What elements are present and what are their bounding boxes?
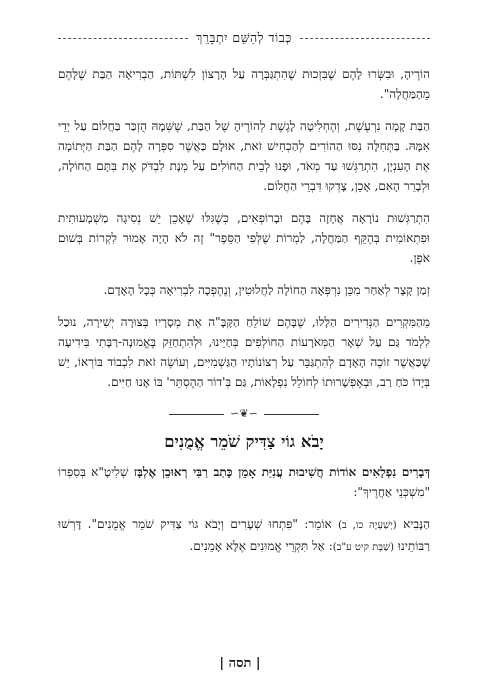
quote-part-1: הַנָּבִיא [396,517,431,531]
header-rule-left [58,38,188,39]
page-number: | תסה | [219,656,261,671]
section-intro-bold: דְּבָרִים נִפְלָאִים אוֹדוֹת חֲשִׁיבוּת עֲנִיַּת אָמֵן כָּתַב רַבִּי רְאוּבֵן אֶלְבָּז [133,465,431,479]
section-heading: יָבֹא גוֹי צַדִּיק שֹׁמֵר אֱמֻנִים [164,432,324,451]
paragraph-1: הוֹרֶיהָ, וּבִשְּׂרוּ לָהֶם שֶׁבִּזְכוּת שֶׁהִתְגַּבְּרָה עַל הָרָצוֹן לִשְׁתּוֹת, הַבְרִיאָה הַבַּת שֶׁלָּהֶם מֵהַמַּחֲלָה". [58,67,430,101]
ornament-line-left [169,414,224,415]
section-intro [58,462,430,502]
paragraph-3: הִתְרַגְּשׁוּת נוֹרָאָה אֲחָזָה בָּהֶם וּבָרוֹפְאִים, כְּשֶׁגִּלּוּ שֶׁאָכֵן יֵשׁ נְסִיגָה מַשְׁמָעוּתִית וּפִתְאוֹמִית בְּהֶקֵּף הַמַּחֲלָה, לַמְרוֹת שֶׁלְּפִי הַסֵּפֶר" זֶה לֹא הָיָה אָמוּר לִקְרוֹת בְּשׁוּם אֹפֶן. [58,211,430,265]
flourish-icon: ∽❦∽ [230,407,258,420]
quote-source-1: (יְשַׁעְיָה כו, ב) [338,520,397,531]
header-rule-right [300,38,430,39]
quote-source-2: (שַׁבָּת קיט ע"ב) [332,542,394,553]
paragraph-5: מֵהַמִּקְרִים הַנְּדִירִים הַלָּלוּ, שֶׁבָּהֶם שׁוֹלֵחַ הַקָּבָּ"ה אֶת מְסָרָיו בְּצוּרָה יְשִׁירָה, נוּכַל לִלְמֹד גַּם עַל שְׁאָר הַמְּאֹרָעוֹת הַחוֹלְפִים בְּחַיֵּינוּ, וּלְהִתְחַזֵּק בֶּאֱמוּנָה-רַבָּתִי בִּידִיעָה שֶׁכַּאֲשֶׁר זוֹכֶה הָאָדָם לְהִתְגַּבֵּר עַל רְצוֹנוֹתָיו הַגַּשְׁמִיִּים, וְעוֹשֶׂה זֹאת לִכְבוֹד בּוֹרְאוֹ, יֵשׁ בְּיָדוֹ כֹּחַ רַב, וּבְאֶפְשָׁרוּתוֹ לְחוֹלֵל נִפְלָאוֹת, גַּם בְּ'דוֹר הַהֶסְתֵּר' בּוֹ אָנוּ חַיִּים. [58,315,430,389]
ornament-line-right [264,414,319,415]
paragraph-2: הַבַּת קָמָה נִרְעֶשֶׁת, וְהֶחְלִיטָה לָגֶשֶׁת לְהוֹרֶיהָ שֶׁל הַבַּת, שֶׁשְּׁמָהּ הֻזְכַּר בַּחֲלוֹם עַל יְדֵי אִמָּהּ. בַּתְּחִלָּה נִסּוּ הַהוֹרִים לְהַכְחִישׁ זֹאת, אוּלָם כַּאֲשֶׁר סִפְּרָה לָהֶם הַבַּת הַיְּתוֹמָה אֶת הָעִנְיָן, הִתְרַגְּשׁוּ עַד מְאֹד, וּפָנוּ לְבֵית הַחוֹלִים עַל מְנָת לִבְדֹּק אֶת בִּתָּם הַחוֹלָה, וּלְבָרֵר הָאִם, אָכֵן, צָדְקוּ דִּבְרֵי הַחֲלוֹם. [58,119,430,193]
paragraph-4: זְמַן קָצָר לְאַחַר מִכֵּן נִרְפְּאָה הַחוֹלָה לַחֲלוּטִין, וְנֶהֶפְכָה לִבְרִיאָה כְּכָל הָאָדָם. [103,283,430,297]
section-intro-rest: שְׁלִיטָ"א בְּסִפְרוֹ "מִשְׁכְּנֵי אַחֲרֶיךָ": [58,465,430,499]
quote-part-2: אוֹמֵר: "פִּתְחוּ שְׁעָרִים וְיָבֹא גוֹי צַדִּיק שֹׁמֵר אֱמֻנִים". דָּרְשׁוּ רַבּוֹתֵינוּ [58,517,430,553]
running-header-title: כְּבוֹד לְהַשֵּׁם יִתְבָּרֵךְ [196,30,292,45]
section-divider-ornament [169,404,319,424]
section-quote [58,514,430,558]
running-header [58,30,430,46]
quote-part-3: : אַל תִּקְרֵי אֱמוּנִים אֶלָּא אָמֵנִים. [189,539,333,553]
page-body [58,64,430,570]
